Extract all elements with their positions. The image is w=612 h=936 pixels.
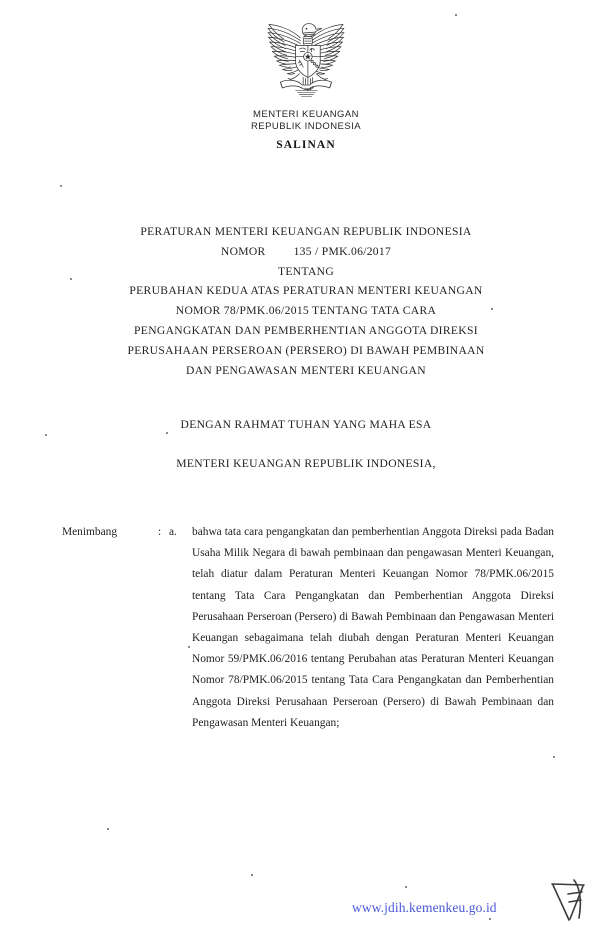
jdih-url[interactable]: www.jdih.kemenkeu.go.id (352, 900, 497, 915)
scan-speckle (60, 185, 62, 187)
title-line-4: PERUBAHAN KEDUA ATAS PERATURAN MENTERI KEUANGAN (129, 284, 483, 298)
scan-speckle (251, 874, 253, 876)
scan-speckle (489, 918, 491, 920)
ministry-name-block (0, 109, 612, 132)
blessing-line: DENGAN RAHMAT TUHAN YANG MAHA ESA (180, 418, 432, 431)
ministry-line-1: MENTERI KEUANGAN (253, 109, 359, 120)
considering-item-text: bahwa tata cara pengangkatan dan pemberhentian Anggota Direksi pada Badan Usaha Milik Negara di bawah pembinaan dan pengawasan Menteri Keuangan, telah diatur dalam Peraturan Menteri Keuangan Nomor 78/PMK.06/2015 tentang Tata Cara Pengangkatan dan Pemberhentian Anggota Direksi Perusahaan Perseroan (Persero) di Bawah Pembinaan dan Pengawasan Menteri Keuangan sebagaimana telah diubah dengan Peraturan Menteri Keuangan Nomor 59/PMK.06/2016 tentang Perubahan atas Peraturan Menteri Keuangan Nomor 78/PMK.06/2015 tentang Tata Cara Pengangkatan dan Pemberhentian Anggota Direksi Perusahaan Perseroan (Persero) di Bawah Pembinaan dan Pengawasan Menteri Keuangan; (192, 526, 554, 729)
scan-speckle (491, 308, 493, 310)
scan-speckle (553, 756, 555, 758)
nomor-label: NOMOR (220, 244, 266, 258)
regulation-title-block (66, 222, 546, 380)
title-line-7: PERUSAHAAN PERSEROAN (PERSERO) DI BAWAH PEMBINAAN (127, 343, 485, 357)
title-tentang: TENTANG (277, 264, 335, 278)
scan-speckle (107, 828, 109, 830)
scan-speckle (405, 886, 407, 888)
page-footer (0, 900, 612, 936)
scan-speckle (188, 646, 190, 648)
considering-colon: : (158, 526, 162, 538)
handwritten-initial-mark (548, 878, 592, 926)
letterhead (0, 16, 612, 151)
considering-item-marker: a. (169, 526, 177, 538)
title-line-1: PERATURAN MENTERI KEUANGAN REPUBLIK INDONESIA (140, 225, 472, 238)
title-nomor-line (66, 242, 546, 262)
scan-speckle (45, 434, 47, 436)
invocation-block (66, 415, 546, 474)
title-line-5: NOMOR 78/PMK.06/2015 TENTANG TATA CARA (175, 304, 437, 318)
title-line-6: PENGANGKATAN DAN PEMBERHENTIAN ANGGOTA DIREKSI (134, 323, 478, 337)
scan-speckle (455, 14, 457, 16)
garuda-pancasila-emblem (258, 16, 354, 104)
copy-mark: SALINAN (276, 139, 336, 151)
scan-speckle (70, 278, 72, 280)
title-line-8: DAN PENGAWASAN MENTERI KEUANGAN (186, 363, 426, 377)
ministry-line-2: REPUBLIK INDONESIA (251, 120, 361, 132)
considering-label: Menimbang (62, 526, 118, 538)
invocation-spacer (66, 435, 546, 454)
issuer-line: MENTERI KEUANGAN REPUBLIK INDONESIA, (176, 456, 436, 470)
considering-clause (62, 522, 554, 734)
scan-speckle (166, 432, 168, 434)
nomor-value: 135 / PMK.06/2017 (293, 244, 392, 258)
